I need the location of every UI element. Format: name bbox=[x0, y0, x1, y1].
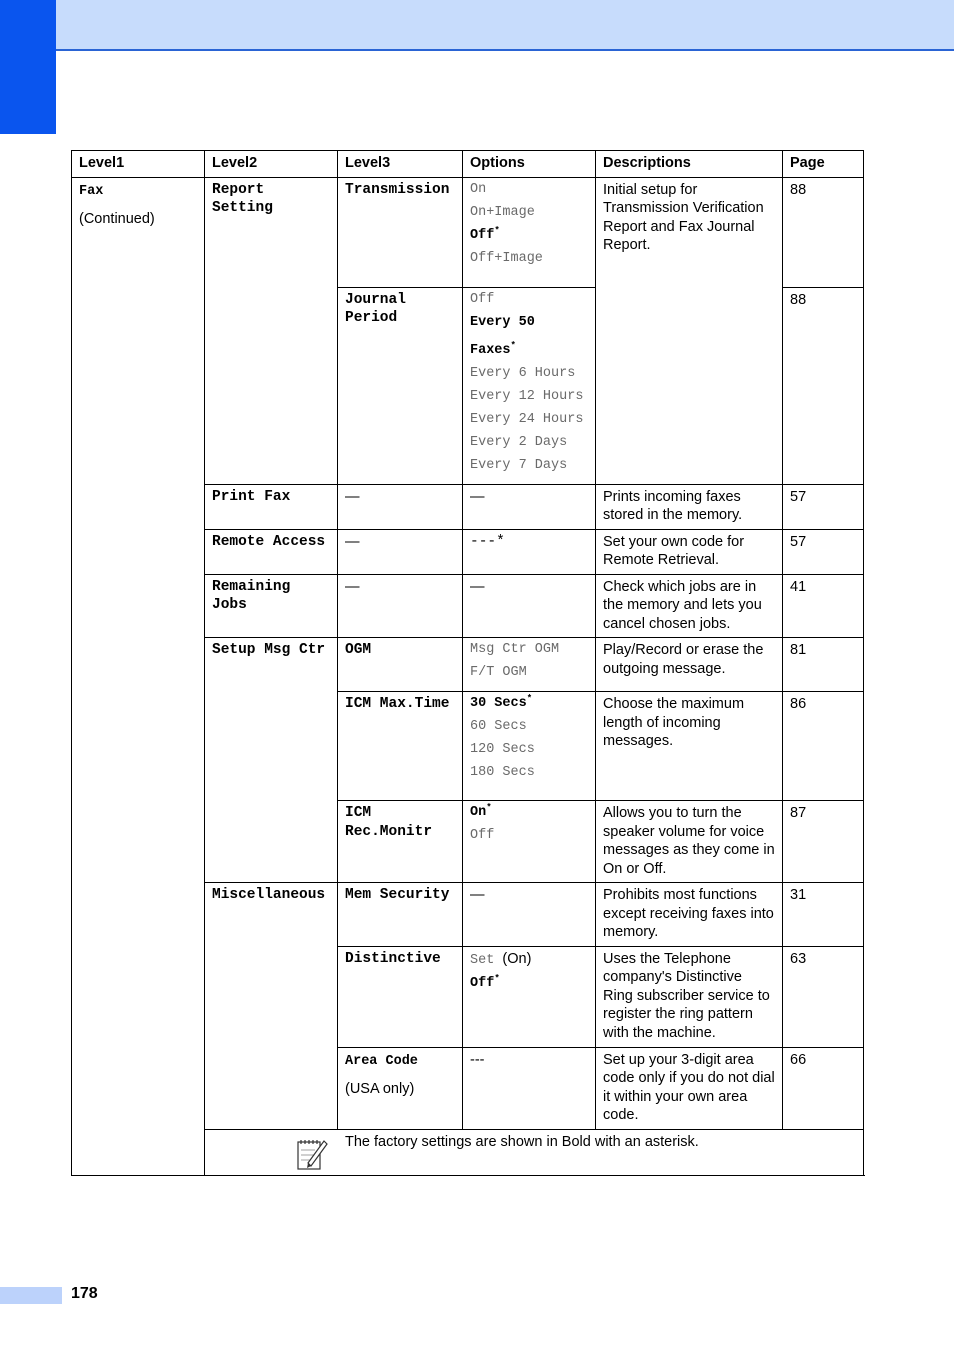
option-item: 60 Secs bbox=[470, 719, 527, 734]
options-distinctive bbox=[463, 946, 596, 1047]
option-item: Off+Image bbox=[470, 250, 543, 266]
level2-print-fax: Print Fax bbox=[205, 484, 338, 529]
header-level1: Level1 bbox=[72, 151, 205, 178]
description-area-code: Set up your 3-digit area code only if you do not dial it within your own area code. bbox=[596, 1047, 783, 1129]
level3-distinctive: Distinctive bbox=[338, 946, 463, 1047]
option-item: F/T OGM bbox=[470, 665, 527, 680]
menu-table bbox=[71, 150, 864, 1176]
option-item: Every 6 Hours bbox=[470, 365, 576, 381]
page-transmission: 88 bbox=[783, 177, 864, 287]
level1-continued: (Continued) bbox=[79, 211, 155, 227]
option-item: Msg Ctr OGM bbox=[470, 642, 560, 657]
page-remote-access: 57 bbox=[783, 529, 864, 574]
header-page: Page bbox=[783, 151, 864, 178]
header-band bbox=[0, 0, 954, 51]
option-item-default: Off* bbox=[470, 225, 500, 243]
page-mem-security: 31 bbox=[783, 883, 864, 947]
table-header-row bbox=[72, 151, 864, 178]
level3-area-code-note: (USA only) bbox=[345, 1081, 415, 1097]
options-journal-period bbox=[463, 287, 596, 484]
options-print-fax: — bbox=[463, 484, 596, 529]
options-remaining-jobs: — bbox=[463, 574, 596, 638]
options-icm-rec-monitr bbox=[463, 801, 596, 883]
description-remote-access: Set your own code for Remote Retrieval. bbox=[596, 529, 783, 574]
level3-ogm: OGM bbox=[338, 638, 463, 692]
option-item-default: Off* bbox=[470, 973, 500, 991]
level3-area-code: Area Code bbox=[345, 1053, 418, 1069]
description-remaining-jobs: Check which jobs are in the memory and lets you cancel chosen jobs. bbox=[596, 574, 783, 638]
level1-fax: Fax bbox=[79, 183, 104, 199]
description-ogm: Play/Record or erase the outgoing message. bbox=[596, 638, 783, 692]
options-icm-max-time bbox=[463, 692, 596, 801]
option-item: Off bbox=[470, 828, 495, 843]
options-ogm bbox=[463, 638, 596, 692]
level3-remote-access: — bbox=[338, 529, 463, 574]
note-pad-pencil-icon bbox=[295, 1136, 329, 1172]
level3-transmission: Transmission bbox=[338, 177, 463, 287]
page-ogm: 81 bbox=[783, 638, 864, 692]
page-icm-rec-monitr: 87 bbox=[783, 801, 864, 883]
header-options: Options bbox=[463, 151, 596, 178]
page-area-code: 66 bbox=[783, 1047, 864, 1129]
option-item: On bbox=[470, 181, 487, 197]
level3-icm-rec-monitr: ICM Rec.Monitr bbox=[338, 801, 463, 883]
options-transmission bbox=[463, 177, 596, 287]
option-item: On+Image bbox=[470, 204, 535, 220]
level1-cell bbox=[72, 177, 205, 1175]
description-mem-security: Prohibits most functions except receiving faxes into memory. bbox=[596, 883, 783, 947]
option-item-default: 30 Secs* bbox=[470, 693, 533, 711]
header-descriptions: Descriptions bbox=[596, 151, 783, 178]
description-icm-rec-monitr: Allows you to turn the speaker volume for voice messages as they come in On or Off. bbox=[596, 801, 783, 883]
description-distinctive: Uses the Telephone company's Distinctive Ring subscriber service to register the ring pattern with the machine. bbox=[596, 946, 783, 1047]
note-cell bbox=[205, 1129, 864, 1175]
table-row bbox=[72, 177, 864, 287]
page-remaining-jobs: 41 bbox=[783, 574, 864, 638]
option-item-default: On* bbox=[470, 802, 492, 820]
options-mem-security: — bbox=[463, 883, 596, 947]
header-level3: Level3 bbox=[338, 151, 463, 178]
option-item: Every 24 Hours bbox=[470, 411, 584, 427]
description-print-fax: Prints incoming faxes stored in the memory. bbox=[596, 484, 783, 529]
chapter-tab bbox=[0, 0, 56, 134]
page-tab bbox=[0, 1287, 62, 1304]
options-area-code: --- bbox=[463, 1047, 596, 1129]
description-icm-max-time: Choose the maximum length of incoming messages. bbox=[596, 692, 783, 801]
level2-setup-msg-ctr: Setup Msg Ctr bbox=[205, 638, 338, 883]
level3-remaining-jobs: — bbox=[338, 574, 463, 638]
options-remote-access: ---* bbox=[463, 529, 596, 574]
header-level2: Level2 bbox=[205, 151, 338, 178]
option-item: Every 2 Days bbox=[470, 434, 568, 450]
page-number: 178 bbox=[71, 1285, 98, 1302]
level3-print-fax: — bbox=[338, 484, 463, 529]
option-item: Set (On) bbox=[470, 950, 532, 968]
option-item: Every 7 Days bbox=[470, 457, 568, 473]
level2-remote-access: Remote Access bbox=[205, 529, 338, 574]
option-item: Every 12 Hours bbox=[470, 388, 584, 404]
page-print-fax: 57 bbox=[783, 484, 864, 529]
level2-remaining-jobs: Remaining Jobs bbox=[205, 574, 338, 638]
option-item: 180 Secs bbox=[470, 765, 535, 780]
option-item-default: Every 50 Faxes* bbox=[470, 314, 535, 358]
page-distinctive: 63 bbox=[783, 946, 864, 1047]
option-item: Off bbox=[470, 291, 495, 307]
level3-icm-max-time: ICM Max.Time bbox=[338, 692, 463, 801]
level3-journal-period: Journal Period bbox=[338, 287, 463, 484]
page-icm-max-time: 86 bbox=[783, 692, 864, 801]
level2-miscellaneous: Miscellaneous bbox=[205, 883, 338, 1130]
level3-area-code-cell bbox=[338, 1047, 463, 1129]
level2-report-setting: Report Setting bbox=[205, 177, 338, 484]
option-item: 120 Secs bbox=[470, 742, 535, 757]
page-journal-period: 88 bbox=[783, 287, 864, 484]
description-transmission: Initial setup for Transmission Verification Report and Fax Journal Report. bbox=[596, 177, 783, 484]
note-text: The factory settings are shown in Bold with an asterisk. bbox=[345, 1133, 699, 1150]
level3-mem-security: Mem Security bbox=[338, 883, 463, 947]
